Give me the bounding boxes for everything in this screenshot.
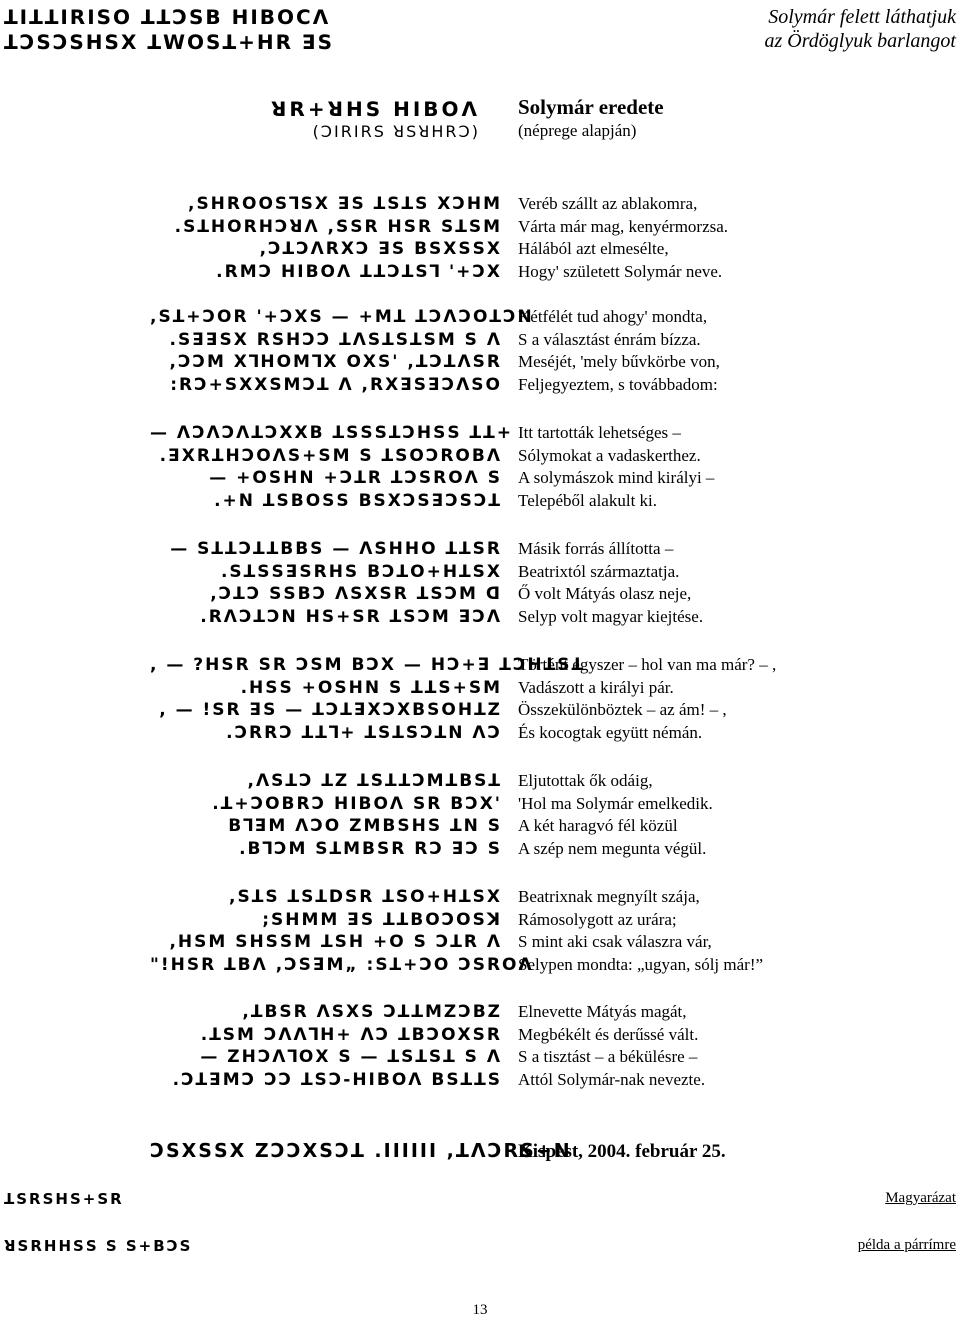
rune-stanza-6 — [150, 770, 502, 860]
rune-line: :ꓣꓛ+ꓢꓫꓫꓢꓟꓛꓕ ꓥ ,ꓣꓫꓱꓢꓱꓛꓥꓢꓳ — [170, 374, 502, 395]
poem-line: Veréb szállt az ablakomra, — [518, 194, 698, 213]
poem-line: Várta már mag, kenyérmorzsa. — [518, 216, 729, 236]
latin-stanza-8 — [518, 1001, 938, 1091]
rune-stanza-4 — [150, 538, 502, 628]
rune-line: .ꓣꓟꓛ ꓧꓲꓐꓳꓥ ꓕꓕꓛꓕꓢꓶ '+ꓛꓫ — [216, 261, 502, 282]
latin-stanza-7 — [518, 886, 938, 976]
poem-line: Hálából azt elmesélte, — [518, 239, 669, 259]
rune-stanza-7 — [150, 886, 534, 976]
poem-line: Összekülönböztek – az ám! – , — [518, 700, 727, 720]
latin-stanza-3 — [518, 422, 938, 512]
rune-title-block — [190, 97, 480, 143]
rune-stanza-3 — [150, 422, 513, 512]
poem-line: Vadászott a királyi pár. — [518, 677, 674, 697]
poem-line: Rámosolygott az urára; — [518, 909, 677, 929]
poem-line: A két haragvó fél közül — [518, 816, 678, 836]
rune-line: ,ꓧꓢꓟ ꓢꓧꓢꓢꓟ ꓕꓢꓧ +ꓳ ꓢ ꓛꓕꓣ ꓥ — [169, 932, 502, 953]
poem-line: A solymászok mind királyi – — [518, 468, 715, 488]
rune-line: .ꓐꓶꓛꓟ ꓢꓕꓟꓐꓢꓣ ꓣꓛ ꓱꓛ ꓢ — [239, 838, 502, 859]
rune-line: .+ꓠ ꓕꓢꓐꓳꓢꓢ ꓐꓢꓫꓛꓢꓱꓛꓢꓛꓕ — [214, 490, 502, 511]
rune-line: ,ꓛꓕꓛ ꓢꓢꓐꓛ ꓥꓢꓫꓢꓣ ꓕꓢꓛꓟ ꓷ — [210, 584, 502, 605]
rune-line: .ꓛꓕꓱꓟꓛ ꓛꓛ ꓕꓢꓛ-ꓧꓲꓐꓳꓥ ꓐꓢꓕꓕꓢ — [172, 1069, 502, 1090]
rune-stanza-8 — [150, 1001, 502, 1091]
latin-stanza-2 — [518, 306, 938, 396]
latin-stanza-5 — [518, 654, 938, 744]
rune-signature: ꓛꓢꓫꓢꓢꓫ ꓜꓛꓛꓫꓢꓛꓕ .ꓲꓲꓲꓲꓲꓲ ,ꓕꓥꓛꓣꓢ+ꓠ — [150, 1140, 572, 1162]
poem-line: Telepéből alakult ki. — [518, 490, 658, 510]
rune-stanza-5 — [150, 654, 586, 744]
poem-line: Történt egyszer – hol van ma már? – , — [518, 655, 777, 674]
poem-line: Beatrixnak megnyílt szája, — [518, 887, 700, 906]
poem-line: Hogy' született Solymár neve. — [518, 261, 723, 281]
poem-line: Másik forrás állította – — [518, 539, 674, 558]
footer-rune-2: ꓤꓢꓣꓧꓧꓢꓢ ꓢ ꓢ+ꓐꓛꓢ — [4, 1237, 193, 1255]
page-number: 13 — [472, 1302, 488, 1318]
explanation-link[interactable]: Magyarázat — [885, 1190, 956, 1206]
poem-line: Megbékélt és derűssé vált. — [518, 1024, 699, 1044]
rune-line: — +ꓳꓢꓧꓠ +ꓛꓕꓣ ꓕꓛꓢꓣꓳꓥ ꓢ — [209, 468, 502, 489]
header-rune-line-1: ꓕꓲꓕꓕꓲꓣꓲꓢꓳ ꓕꓕꓛꓢꓐ ꓧꓲꓐꓳꓚꓥ — [4, 5, 331, 29]
rune-line: — ꓢꓕꓕꓛꓕꓕꓐꓐꓢ — ꓥꓢꓧꓧꓳ ꓕꓕꓢꓣ — [170, 539, 502, 559]
poem-line: Meséjét, 'mely bűvkörbe von, — [518, 352, 720, 372]
footer-rune-1: ꓕꓢꓣꓢꓧꓢ+ꓢꓣ — [4, 1190, 124, 1208]
poem-line: Ő volt Mátyás olasz neje, — [518, 584, 692, 604]
rune-line: ,ꓕꓐꓢꓣ ꓥꓢꓫꓢ ꓛꓕꓕꓟꓜꓛꓐꓜ — [242, 1002, 502, 1022]
rune-line: ,ꓛꓛꓟ ꓫꓶꓧꓳꓟꓶꓫ ꓳꓫꓢ' ,ꓕꓛꓕꓥꓢꓣ — [169, 352, 502, 373]
latin-stanza-6 — [518, 770, 938, 860]
rune-line: ,ꓢꓕ+ꓛꓳꓣ '+ꓛꓫꓢ — +ꓟꓕ ꓕꓛꓥꓛꓳꓕꓛꓠ — [150, 307, 534, 327]
rune-line: ꓐꓶꓱꓟ ꓥꓛꓳ ꓜꓟꓐꓢꓧꓢ ꓕꓠ ꓢ — [228, 816, 502, 837]
rune-subtitle: (ꓛꓲꓣꓲꓣꓢ ꓤꓢꓤꓧꓣꓛ) — [312, 122, 480, 141]
rune-line: , — !ꓢꓣ ꓱꓢ — ꓕꓛꓕꓱꓫꓛꓫꓐꓢꓳꓧꓕꓜ — [159, 700, 502, 721]
rune-line: .ꓧꓢꓢ +ꓳꓢꓧꓠ ꓢ ꓕꓕꓢ+ꓢꓟ — [240, 677, 502, 698]
rune-line: .ꓢꓕꓧꓳꓣꓧꓛꓤꓥ ,ꓢꓢꓣ ꓧꓢꓣ ꓢꓕꓢꓟ — [174, 216, 502, 237]
poem-line: Selyp volt magyar kiejtése. — [518, 606, 704, 626]
poem-line: A szép nem megunta végül. — [518, 838, 707, 858]
poem-line: Feljegyeztem, s továbbadom: — [518, 374, 718, 394]
rune-stanza-1 — [150, 193, 502, 283]
rune-line: ,ꓢꓕꓢ ꓕꓢꓕꓓꓢꓣ ꓕꓢꓳ+ꓧꓕꓢꓫ — [229, 887, 502, 907]
rune-line: ,ꓢꓧꓣꓳꓳꓢꓶꓢꓫ ꓱꓢ ꓕꓢꓕꓢ ꓫꓛꓧꓟ — [187, 194, 502, 214]
rune-stanza-2 — [150, 306, 534, 396]
latin-subtitle: (néprege alapján) — [518, 121, 637, 140]
rune-line: "!ꓧꓢꓣ ꓕꓐꓥ ,ꓛꓢꓱꓟ„ :ꓢꓕ+ꓛꓳ ꓛꓢꓣꓳꓥ — [150, 954, 534, 975]
latin-stanza-1 — [518, 193, 938, 283]
poem-line: S a választást énrám bízza. — [518, 329, 701, 349]
poem-line: Sólymokat a vadaskerthez. — [518, 445, 701, 465]
poem-line: Selypen mondta: „ugyan, sólj már!” — [518, 954, 764, 974]
poem-line: 'Hol ma Solymár emelkedik. — [518, 793, 713, 813]
rune-line: — ꓥꓛꓥꓛꓥꓕꓛꓫꓫꓐ ꓕꓢꓢꓢꓕꓛꓧꓢꓢ ꓕꓕ+ — [150, 423, 513, 443]
rune-line: ,ꓥꓢꓕꓛ ꓕꓜ ꓕꓢꓕꓕꓛꓟꓕꓐꓢꓕ — [247, 771, 502, 791]
rune-line: ,ꓛꓕꓛꓥꓣꓫꓛ ꓱꓢ ꓐꓢꓫꓢꓢꓫ — [259, 239, 502, 260]
rune-line: .ꓢꓕꓢꓢꓱꓢꓣꓧꓢ ꓐꓛꓕꓳ+ꓧꓕꓢꓫ — [220, 561, 502, 582]
signature-date: Kispest, 2004. február 25. — [518, 1141, 726, 1162]
poem-line: És kocogtak együtt némán. — [518, 722, 703, 742]
header-latin-line-2: az Ördöglyuk barlangot — [764, 30, 956, 52]
header-latin-line-1: Solymár felett láthatjuk — [768, 6, 956, 28]
rune-line: — ꓜꓧꓛꓥꓶꓳꓫ ꓢ — ꓕꓢꓕꓢꓕ ꓢ ꓥ — [200, 1047, 502, 1068]
header-latin-text — [765, 5, 956, 53]
rhyme-example-link[interactable]: példa a párrímre — [857, 1237, 956, 1253]
poem-line: S a tisztást – a békülésre – — [518, 1047, 698, 1067]
poem-line: Attól Solymár-nak nevezte. — [518, 1069, 706, 1089]
header-rune-text — [4, 5, 335, 55]
rune-line: , — ?ꓧꓢꓣ ꓢꓣ ꓛꓢꓟ ꓐꓛꓫ — ꓧꓛ+ꓱ ꓕꓛꓧꓕꓢꓕ — [150, 655, 586, 675]
rune-line: .ꓕꓢꓟ ꓛꓥꓥꓶꓧ+ ꓥꓛ ꓕꓐꓛꓳꓫꓢꓣ — [200, 1024, 502, 1045]
poem-line: Beatrixtól származtatja. — [518, 561, 680, 581]
rune-line: ;ꓢꓧꓟꓟ ꓱꓢ ꓕꓕꓐꓳꓛꓳꓢꓘ — [262, 909, 502, 930]
rune-line: .ꓕ+ꓛꓳꓐꓣꓛ ꓧꓲꓐꓳꓥ ꓢꓣ ꓐꓛꓫ' — [212, 793, 502, 814]
rune-line: .ꓛꓣꓣꓛ ꓕꓕꓶ+ ꓕꓢꓕꓢꓛꓕꓠ ꓥꓛ — [226, 722, 502, 743]
poem-line: Elnevette Mátyás magát, — [518, 1002, 687, 1021]
poem-line: Eljutottak ők odáig, — [518, 771, 653, 790]
latin-stanza-4 — [518, 538, 938, 628]
latin-title-block — [518, 94, 664, 142]
rune-line: .ꓱꓫꓣꓕꓧꓛꓳꓥꓢ+ꓢꓟ ꓢ ꓕꓢꓳꓛꓣꓳꓐꓥ — [159, 445, 502, 466]
rune-line: .ꓢꓱꓱꓢꓫ ꓣꓢꓧꓛꓛ ꓕꓥꓢꓕꓢꓕꓢꓟ ꓢ ꓥ — [169, 329, 502, 350]
poem-line: Itt tartották lehetséges – — [518, 423, 681, 442]
poem-line: S mint aki csak válaszra vár, — [518, 932, 712, 952]
poem-line: Kétfélét tud ahogy' mondta, — [518, 307, 708, 326]
latin-title: Solymár eredete — [518, 95, 664, 119]
rune-title: ꓤꓣ+ꓤꓧꓢ ꓧꓲꓐꓳꓥ — [271, 97, 480, 121]
header-rune-line-2: ꓕꓛꓢꓛꓢꓧꓢꓫ ꓕꓪꓳꓢꓕ+ꓧꓣ ꓱꓢ — [4, 30, 335, 54]
rune-line: .ꓣꓥꓛꓕꓛꓠ ꓧꓢ+ꓢꓣ ꓕꓢꓛꓟ ꓱꓛꓥ — [200, 606, 502, 627]
